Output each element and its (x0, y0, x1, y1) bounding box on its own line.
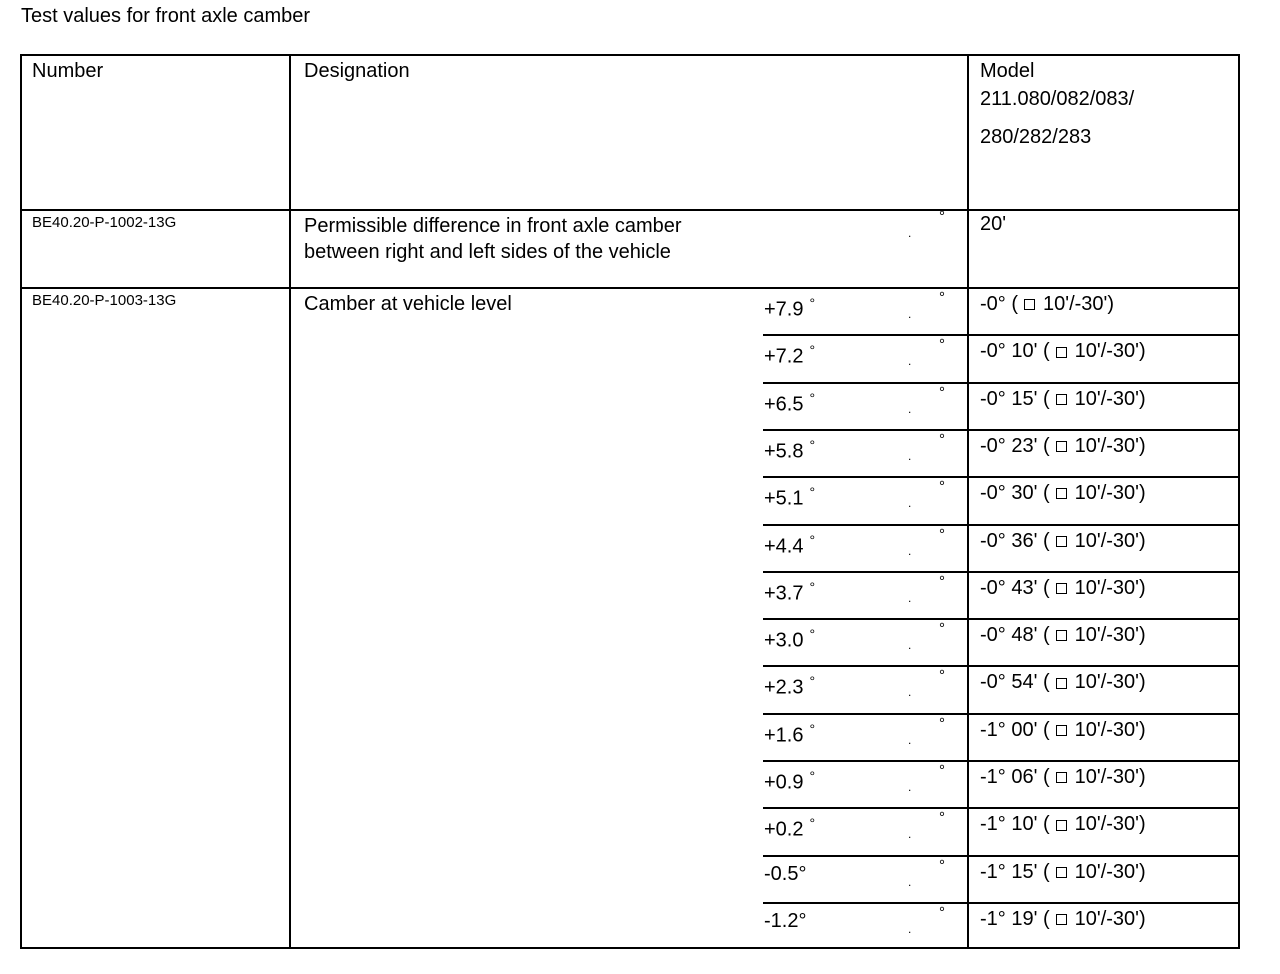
camber-degree-mark: ° (939, 809, 945, 827)
camber-dot: . (908, 780, 912, 794)
camber-dot: . (908, 732, 912, 747)
camber-tolerance: 10'/-30') (1074, 671, 1146, 694)
camber-level (764, 910, 806, 933)
camber-row-divider (763, 760, 1238, 762)
missing-glyph-box-icon (1056, 488, 1067, 499)
missing-glyph-box-icon (1056, 583, 1067, 594)
camber-level (764, 532, 815, 559)
camber-degree-mark: ° (939, 620, 945, 638)
camber-level-value: +5.8 (764, 440, 804, 463)
degree-symbol: ° (809, 531, 816, 548)
column-divider (967, 56, 969, 947)
degree-symbol: ° (809, 389, 816, 406)
header-model: Model (980, 60, 1035, 82)
camber-value (980, 340, 1146, 363)
camber-row-divider (763, 618, 1238, 620)
row1-designation-line1: Permissible difference in front axle camber (304, 215, 682, 237)
camber-level-value: +2.3 (764, 677, 804, 700)
row-divider (22, 209, 1238, 211)
camber-degree-mark: ° (939, 336, 945, 354)
degree-symbol: ° (809, 295, 816, 311)
camber-row-divider (763, 334, 1238, 336)
camber-level-value: -1.2° (764, 909, 807, 932)
camber-value (980, 624, 1146, 647)
camber-degree-mark: ° (939, 714, 945, 732)
row-divider (22, 287, 1238, 289)
camber-level (764, 390, 815, 417)
missing-glyph-box-icon (1056, 867, 1067, 878)
camber-level (764, 626, 815, 653)
camber-level (764, 721, 815, 748)
degree-symbol: ° (809, 815, 816, 832)
camber-tolerance: 10'/-30') (1074, 813, 1146, 836)
header-model-line1: 211.080/082/083/ (980, 88, 1135, 110)
camber-degree-mark: ° (939, 572, 945, 590)
missing-glyph-box-icon (1056, 678, 1067, 689)
camber-level (764, 342, 815, 369)
camber-level-value: +3.7 (764, 582, 804, 605)
degree-symbol: ° (809, 626, 816, 643)
camber-value (980, 530, 1146, 553)
camber-degree-mark: ° (939, 667, 945, 685)
camber-value-text: -0° 23' ( (980, 434, 1050, 457)
missing-glyph-box-icon (1024, 299, 1035, 310)
camber-dot: . (908, 354, 912, 369)
camber-value-text: -1° 19' ( (980, 907, 1050, 930)
camber-dot: . (908, 827, 912, 842)
camber-value-text: -0° 48' ( (980, 624, 1050, 647)
camber-value-text: -0° 36' ( (980, 529, 1050, 552)
camber-degree-mark: ° (939, 762, 945, 779)
camber-value (980, 861, 1146, 884)
missing-glyph-box-icon (1056, 772, 1067, 783)
camber-value-text: -0° 30' ( (980, 482, 1050, 505)
camber-row-divider (763, 429, 1238, 431)
camber-value (980, 908, 1146, 931)
row1-designation-line2: between right and left sides of the vehicle (304, 241, 671, 263)
camber-value-text: -1° 06' ( (980, 766, 1050, 788)
camber-row-divider (763, 382, 1238, 384)
camber-level (764, 815, 815, 842)
camber-tolerance: 10'/-30') (1074, 576, 1146, 599)
camber-level (764, 673, 815, 700)
degree-symbol: ° (809, 342, 816, 359)
camber-row-divider (763, 665, 1238, 667)
missing-glyph-box-icon (1056, 820, 1067, 831)
camber-tolerance: 10'/-30') (1074, 340, 1146, 363)
camber-level (764, 295, 815, 322)
degree-symbol: ° (809, 578, 816, 595)
camber-tolerance: 10'/-30') (1074, 766, 1146, 788)
degree-symbol: ° (809, 768, 816, 784)
camber-value (980, 671, 1146, 694)
camber-level-value: +4.4 (764, 535, 804, 558)
camber-row-divider (763, 571, 1238, 573)
missing-glyph-box-icon (1056, 394, 1067, 405)
camber-degree-mark: ° (939, 903, 945, 921)
camber-value-text: -1° 10' ( (980, 813, 1050, 836)
camber-level-value: -0.5° (764, 862, 807, 885)
camber-level (764, 863, 806, 886)
camber-row-divider (763, 476, 1238, 478)
column-divider (289, 56, 291, 947)
camber-degree-mark: ° (939, 856, 945, 874)
camber-level-value: +0.9 (764, 771, 804, 794)
camber-value (980, 293, 1114, 316)
camber-dot: . (908, 921, 912, 936)
missing-glyph-box-icon (1056, 347, 1067, 358)
camber-table (20, 54, 1240, 949)
header-number: Number (32, 60, 104, 82)
camber-tolerance: 10'/-30') (1074, 387, 1146, 410)
camber-value-text: -0° 54' ( (980, 671, 1050, 694)
missing-glyph-box-icon (1056, 914, 1067, 925)
camber-value-text: -0° 10' ( (980, 340, 1050, 363)
degree-symbol: ° (809, 436, 816, 453)
camber-value (980, 435, 1146, 458)
missing-glyph-box-icon (1056, 441, 1067, 452)
camber-degree-mark: ° (939, 383, 945, 401)
camber-degree-mark: ° (939, 525, 945, 543)
camber-value-text: -1° 00' ( (980, 718, 1050, 741)
camber-degree-mark: ° (939, 289, 945, 306)
camber-dot: . (908, 874, 912, 889)
camber-level (764, 437, 815, 464)
row1-dot: . (908, 226, 912, 240)
camber-value (980, 482, 1146, 505)
camber-dot: . (908, 543, 912, 558)
camber-tolerance: 10'/-30') (1074, 482, 1146, 505)
camber-dot: . (908, 685, 912, 700)
camber-value (980, 719, 1146, 742)
camber-value-text: -0° 15' ( (980, 387, 1050, 410)
camber-level (764, 484, 815, 511)
missing-glyph-box-icon (1056, 630, 1067, 641)
row1-degree-mark: ° (939, 208, 945, 225)
camber-tolerance: 10'/-30') (1074, 624, 1146, 647)
row1-value: 20' (980, 213, 1007, 235)
page-title: Test values for front axle camber (21, 5, 311, 27)
camber-tolerance: 10'/-30') (1074, 860, 1146, 883)
camber-row-divider (763, 855, 1238, 857)
camber-value-text: -1° 15' ( (980, 860, 1050, 883)
camber-row-divider (763, 807, 1238, 809)
camber-value (980, 766, 1146, 789)
camber-row-divider (763, 902, 1238, 904)
camber-level-value: +3.0 (764, 629, 804, 652)
camber-level (764, 579, 815, 606)
camber-dot: . (908, 496, 912, 511)
camber-degree-mark: ° (939, 478, 945, 496)
camber-tolerance: 10'/-30') (1074, 907, 1146, 930)
camber-tolerance: 10'/-30') (1074, 434, 1146, 457)
camber-dot: . (908, 638, 912, 653)
degree-symbol: ° (809, 720, 816, 737)
camber-level (764, 768, 815, 795)
camber-value-text: -0° 43' ( (980, 576, 1050, 599)
camber-level-value: +1.6 (764, 724, 804, 747)
degree-symbol: ° (809, 673, 816, 690)
row2-number: BE40.20-P-1003-13G (32, 292, 177, 309)
camber-dot: . (908, 590, 912, 605)
camber-dot: . (908, 307, 912, 321)
degree-symbol: ° (809, 484, 816, 501)
header-designation: Designation (304, 60, 410, 82)
camber-degree-mark: ° (939, 430, 945, 448)
header-model-line2: 280/282/283 (980, 126, 1092, 148)
camber-level-value: +5.1 (764, 487, 804, 510)
camber-dot: . (908, 401, 912, 416)
camber-level-value: +7.2 (764, 345, 804, 368)
camber-value (980, 813, 1146, 836)
missing-glyph-box-icon (1056, 536, 1067, 547)
camber-level-value: +7.9 (764, 298, 804, 321)
camber-row-divider (763, 713, 1238, 715)
camber-tolerance: 10'/-30') (1074, 718, 1146, 741)
camber-tolerance: 10'/-30') (1043, 293, 1115, 315)
camber-value (980, 577, 1146, 600)
row2-designation: Camber at vehicle level (304, 293, 512, 315)
camber-dot: . (908, 448, 912, 463)
camber-value (980, 388, 1146, 411)
camber-level-value: +6.5 (764, 393, 804, 416)
missing-glyph-box-icon (1056, 725, 1067, 736)
row1-number: BE40.20-P-1002-13G (32, 214, 177, 231)
camber-value-text: -0° ( (980, 293, 1018, 315)
camber-tolerance: 10'/-30') (1074, 529, 1146, 552)
camber-level-value: +0.2 (764, 818, 804, 841)
camber-row-divider (763, 524, 1238, 526)
